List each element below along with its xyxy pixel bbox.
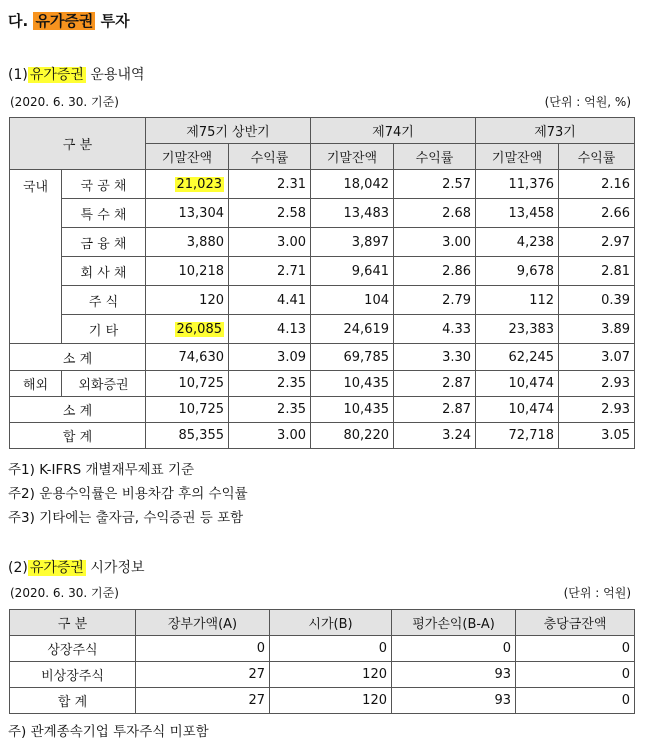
cell-value: 0 <box>516 662 635 688</box>
row-label: 비상장주식 <box>10 662 136 688</box>
note: 주3) 기타에는 출자금, 수익증권 등 포함 <box>8 510 244 526</box>
row-label: 금 융 채 <box>62 228 146 257</box>
cell-yield: 2.93 <box>559 371 635 397</box>
section2-suffix: 시가정보 <box>90 560 145 576</box>
cell-balance: 72,718 <box>476 423 559 449</box>
row-label: 회 사 채 <box>62 257 146 286</box>
row-label: 외화증권 <box>62 371 146 397</box>
header-period: 제73기 <box>476 118 635 144</box>
cell-yield: 4.13 <box>229 315 311 344</box>
cell-balance: 62,245 <box>476 344 559 371</box>
header-category: 구 분 <box>10 118 146 170</box>
cell-balance: 10,474 <box>476 371 559 397</box>
cell-yield: 2.66 <box>559 199 635 228</box>
cell-yield: 4.41 <box>229 286 311 315</box>
cell-balance: 9,678 <box>476 257 559 286</box>
cell-value: 27 <box>136 688 270 714</box>
cell-yield: 2.79 <box>394 286 476 315</box>
cell-balance: 85,355 <box>146 423 229 449</box>
header-row-periods <box>10 118 635 144</box>
cell-yield: 3.30 <box>394 344 476 371</box>
cell-balance: 10,725 <box>146 371 229 397</box>
section1-highlight: 유가증권 <box>29 67 84 83</box>
header-period: 제75기 상반기 <box>146 118 311 144</box>
cell-yield: 2.35 <box>229 371 311 397</box>
title-highlight: 유가증권 <box>35 12 94 30</box>
cell-balance: 104 <box>311 286 394 315</box>
cell-yield: 2.87 <box>394 371 476 397</box>
row-label: 기 타 <box>62 315 146 344</box>
title-prefix: 다. <box>8 12 29 30</box>
cell-value: 93 <box>392 662 516 688</box>
section2-number: (2) <box>8 560 28 576</box>
highlighted-value: 21,023 <box>176 176 222 192</box>
cell-yield: 2.35 <box>229 397 311 423</box>
table-row <box>10 371 635 397</box>
row-label: 합 계 <box>10 688 136 714</box>
header-period: 제74기 <box>311 118 476 144</box>
cell-balance: 9,641 <box>311 257 394 286</box>
cell-value: 27 <box>136 662 270 688</box>
header-row <box>10 610 635 636</box>
cell-value: 120 <box>270 662 392 688</box>
cell-balance: 3,880 <box>146 228 229 257</box>
header-market-value: 시가(B) <box>270 610 392 636</box>
header-category: 구 분 <box>10 610 136 636</box>
cell-value: 0 <box>136 636 270 662</box>
cell-balance: 10,435 <box>311 397 394 423</box>
table-row <box>10 228 635 257</box>
cell-value: 0 <box>270 636 392 662</box>
highlighted-value: 26,085 <box>176 321 222 337</box>
cell-balance: 80,220 <box>311 423 394 449</box>
row-label: 국 공 채 <box>62 170 146 199</box>
row-label: 상장주식 <box>10 636 136 662</box>
table-row <box>10 286 635 315</box>
cell-balance: 74,630 <box>146 344 229 371</box>
row-label: 특 수 채 <box>62 199 146 228</box>
cell-yield: 3.00 <box>229 423 311 449</box>
market-value-table <box>9 609 635 714</box>
row-label: 주 식 <box>62 286 146 315</box>
row-label: 합 계 <box>10 423 146 449</box>
cell-balance <box>146 315 229 344</box>
title-suffix: 투자 <box>100 12 130 30</box>
cell-yield: 3.00 <box>229 228 311 257</box>
cell-balance: 18,042 <box>311 170 394 199</box>
note: 주) 관계종속기업 투자주식 미포함 <box>8 724 209 740</box>
header-balance: 기말잔액 <box>146 144 229 170</box>
cell-yield: 2.71 <box>229 257 311 286</box>
header-yield: 수익률 <box>229 144 311 170</box>
cell-balance: 112 <box>476 286 559 315</box>
header-allowance: 충당금잔액 <box>516 610 635 636</box>
section2-unit: (단위 : 억원) <box>563 586 631 600</box>
cell-yield: 2.68 <box>394 199 476 228</box>
cell-yield: 2.81 <box>559 257 635 286</box>
section1-suffix: 운용내역 <box>90 67 145 83</box>
cell-balance <box>146 170 229 199</box>
section2-heading <box>8 557 145 577</box>
cell-yield: 2.58 <box>229 199 311 228</box>
cell-value: 120 <box>270 688 392 714</box>
table-row <box>10 199 635 228</box>
cell-balance: 13,304 <box>146 199 229 228</box>
cell-balance: 120 <box>146 286 229 315</box>
cell-yield: 0.39 <box>559 286 635 315</box>
cell-value: 0 <box>516 688 635 714</box>
table-row <box>10 315 635 344</box>
cell-yield: 2.87 <box>394 397 476 423</box>
note: 주2) 운용수익률은 비용차감 후의 수익률 <box>8 486 248 502</box>
cell-yield: 2.97 <box>559 228 635 257</box>
cell-yield: 4.33 <box>394 315 476 344</box>
section2-highlight: 유가증권 <box>29 560 84 576</box>
cell-yield: 2.93 <box>559 397 635 423</box>
section1-unit: (단위 : 억원, %) <box>544 95 631 109</box>
cell-balance: 3,897 <box>311 228 394 257</box>
section1-number: (1) <box>8 67 28 83</box>
cell-balance: 23,383 <box>476 315 559 344</box>
cell-value: 0 <box>516 636 635 662</box>
cell-yield: 2.16 <box>559 170 635 199</box>
total-row <box>10 688 635 714</box>
subtotal-row <box>10 344 635 371</box>
header-balance: 기말잔액 <box>476 144 559 170</box>
row-label: 소 계 <box>10 397 146 423</box>
cell-value: 0 <box>392 636 516 662</box>
table-row <box>10 662 635 688</box>
cell-balance: 10,474 <box>476 397 559 423</box>
cell-balance: 13,483 <box>311 199 394 228</box>
header-yield: 수익률 <box>394 144 476 170</box>
cell-yield: 3.09 <box>229 344 311 371</box>
table-row <box>10 636 635 662</box>
header-yield: 수익률 <box>559 144 635 170</box>
section1-date: (2020. 6. 30. 기준) <box>10 95 119 109</box>
table-row <box>10 170 635 199</box>
header-valuation-gain: 평가손익(B-A) <box>392 610 516 636</box>
domestic-group-label: 국내 <box>10 170 62 344</box>
foreign-group-label: 해외 <box>10 371 62 397</box>
section2-date: (2020. 6. 30. 기준) <box>10 586 119 600</box>
cell-yield: 2.31 <box>229 170 311 199</box>
subtotal-row <box>10 397 635 423</box>
cell-balance: 10,218 <box>146 257 229 286</box>
row-label: 소 계 <box>10 344 146 371</box>
cell-balance: 13,458 <box>476 199 559 228</box>
header-book-value: 장부가액(A) <box>136 610 270 636</box>
section1-heading <box>8 64 145 84</box>
cell-yield: 3.24 <box>394 423 476 449</box>
cell-balance: 11,376 <box>476 170 559 199</box>
cell-yield: 3.00 <box>394 228 476 257</box>
cell-balance: 10,435 <box>311 371 394 397</box>
note: 주1) K-IFRS 개별재무제표 기준 <box>8 462 195 478</box>
cell-balance: 69,785 <box>311 344 394 371</box>
total-row <box>10 423 635 449</box>
table-row <box>10 257 635 286</box>
cell-balance: 10,725 <box>146 397 229 423</box>
cell-yield: 3.05 <box>559 423 635 449</box>
investment-table <box>9 117 635 449</box>
cell-yield: 3.89 <box>559 315 635 344</box>
cell-yield: 3.07 <box>559 344 635 371</box>
page-title <box>8 10 130 31</box>
header-balance: 기말잔액 <box>311 144 394 170</box>
cell-balance: 4,238 <box>476 228 559 257</box>
cell-value: 93 <box>392 688 516 714</box>
cell-yield: 2.86 <box>394 257 476 286</box>
cell-balance: 24,619 <box>311 315 394 344</box>
cell-yield: 2.57 <box>394 170 476 199</box>
